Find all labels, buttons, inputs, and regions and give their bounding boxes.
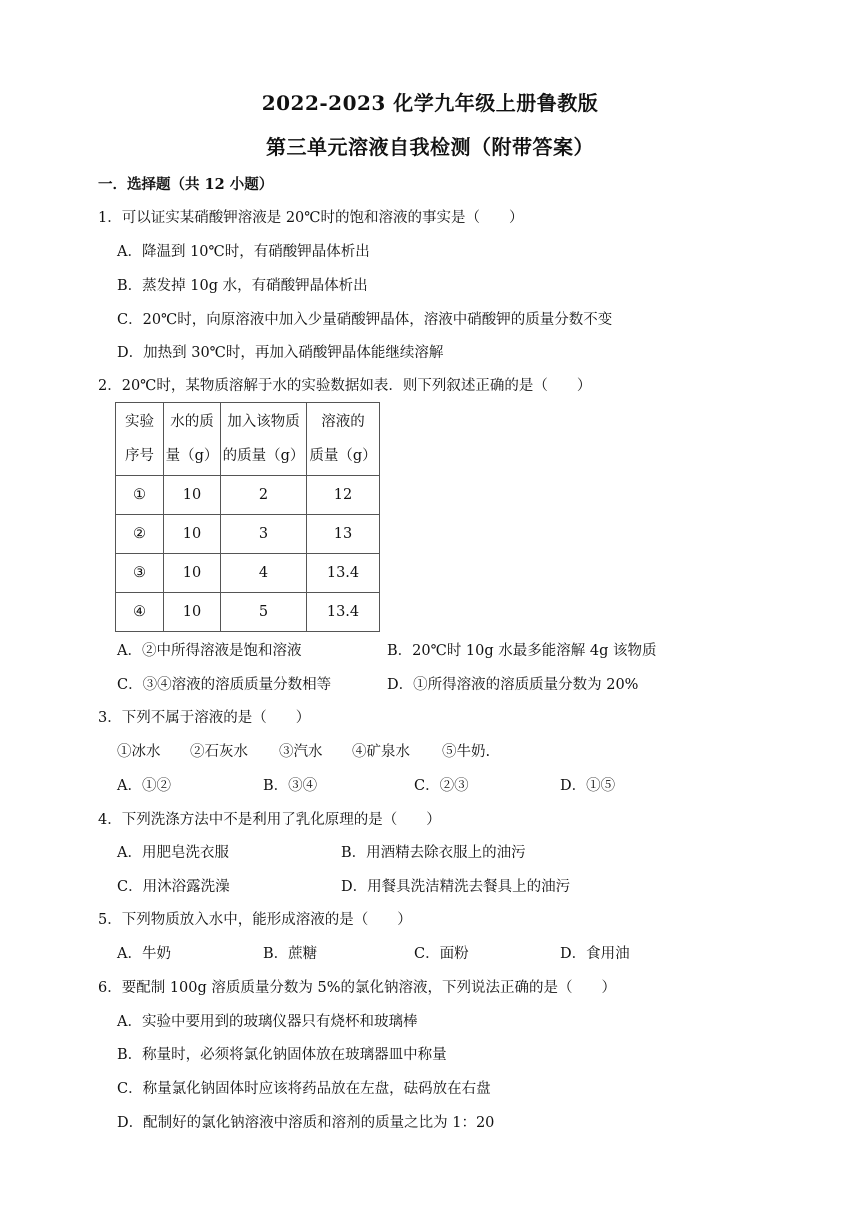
question-3-option-a: A．①② — [117, 778, 171, 794]
question-6-option-d: D．配制好的氯化钠溶液中溶质和溶剂的质量之比为 1：20 — [117, 1115, 495, 1131]
table-cell: 13 — [307, 515, 380, 554]
table-row — [116, 515, 380, 554]
table-cell: 10 — [164, 515, 221, 554]
question-4-option-a: A．用肥皂洗衣服 — [117, 845, 229, 861]
question-6-option-a: A．实验中要用到的玻璃仪器只有烧杯和玻璃棒 — [117, 1014, 418, 1030]
question-5-option-a: A．牛奶 — [117, 946, 171, 962]
question-1-option-b: B．蒸发掉 10g 水，有硝酸钾晶体析出 — [117, 278, 368, 294]
question-1-stem: 1．可以证实某硝酸钾溶液是 20℃时的饱和溶液的事实是（ ） — [98, 210, 524, 226]
table-header-cell: 实验 序号 — [116, 403, 164, 476]
table-header-cell: 加入该物质 的质量（g） — [221, 403, 307, 476]
table-header-cell: 水的质 量（g） — [164, 403, 221, 476]
table-cell: 12 — [307, 476, 380, 515]
question-6-option-c: C．称量氯化钠固体时应该将药品放在左盘，砝码放在右盘 — [117, 1081, 491, 1097]
table-row — [116, 554, 380, 593]
question-2-stem: 2．20℃时，某物质溶解于水的实验数据如表．则下列叙述正确的是（ ） — [98, 378, 592, 394]
question-3-item: ④矿泉水 — [352, 744, 410, 760]
question-3-stem: 3．下列不属于溶液的是（ ） — [98, 710, 311, 726]
section-heading: 一．选择题（共 12 小题） — [98, 176, 274, 193]
question-3-item: ①冰水 — [117, 744, 161, 760]
table-cell: 2 — [221, 476, 307, 515]
table-cell: ① — [116, 476, 164, 515]
question-2-option-c: C．③④溶液的溶质质量分数相等 — [117, 677, 332, 693]
table-header-cell: 溶液的 质量（g） — [307, 403, 380, 476]
table-cell: ③ — [116, 554, 164, 593]
question-5-option-b: B．蔗糖 — [263, 946, 318, 962]
table-cell: 10 — [164, 476, 221, 515]
table-header-row — [116, 403, 380, 476]
question-5-option-c: C．面粉 — [414, 946, 469, 962]
table-cell: 10 — [164, 593, 221, 632]
question-3-item: ⑤牛奶. — [442, 744, 491, 760]
question-4-option-d: D．用餐具洗洁精洗去餐具上的油污 — [341, 879, 571, 895]
question-3-option-b: B．③④ — [263, 778, 318, 794]
table-cell: 5 — [221, 593, 307, 632]
question-1-option-c: C．20℃时，向原溶液中加入少量硝酸钾晶体，溶液中硝酸钾的质量分数不变 — [117, 312, 613, 328]
table-cell: 4 — [221, 554, 307, 593]
question-4-option-b: B．用酒精去除衣服上的油污 — [341, 845, 526, 861]
question-4-stem: 4．下列洗涤方法中不是利用了乳化原理的是（ ） — [98, 812, 441, 828]
table-cell: 13.4 — [307, 593, 380, 632]
question-3-option-d: D．①⑤ — [560, 778, 616, 794]
document-title: 2022-2023 化学九年级上册鲁教版 — [261, 91, 599, 115]
question-3-item: ③汽水 — [279, 744, 323, 760]
experiment-data-table — [115, 402, 380, 632]
table-cell: 10 — [164, 554, 221, 593]
question-6-stem: 6．要配制 100g 溶质质量分数为 5%的氯化钠溶液，下列说法正确的是（ ） — [98, 980, 617, 996]
question-3-option-c: C．②③ — [414, 778, 469, 794]
question-1-option-a: A．降温到 10℃时，有硝酸钾晶体析出 — [117, 244, 370, 260]
table-cell: ② — [116, 515, 164, 554]
question-1-option-d: D．加热到 30℃时，再加入硝酸钾晶体能继续溶解 — [117, 345, 444, 361]
question-2-option-a: A．②中所得溶液是饱和溶液 — [117, 643, 302, 659]
question-5-stem: 5．下列物质放入水中，能形成溶液的是（ ） — [98, 912, 412, 928]
question-5-option-d: D．食用油 — [560, 946, 630, 962]
table-row — [116, 476, 380, 515]
question-3-item: ②石灰水 — [190, 744, 248, 760]
table-cell: 3 — [221, 515, 307, 554]
question-2-option-b: B．20℃时 10g 水最多能溶解 4g 该物质 — [387, 643, 657, 659]
question-4-option-c: C．用沐浴露洗澡 — [117, 879, 230, 895]
question-6-option-b: B．称量时，必须将氯化钠固体放在玻璃器皿中称量 — [117, 1047, 447, 1063]
table-row — [116, 593, 380, 632]
table-cell: 13.4 — [307, 554, 380, 593]
document-subtitle: 第三单元溶液自我检测（附带答案） — [266, 135, 594, 159]
question-2-option-d: D．①所得溶液的溶质质量分数为 20% — [387, 677, 639, 693]
table-cell: ④ — [116, 593, 164, 632]
